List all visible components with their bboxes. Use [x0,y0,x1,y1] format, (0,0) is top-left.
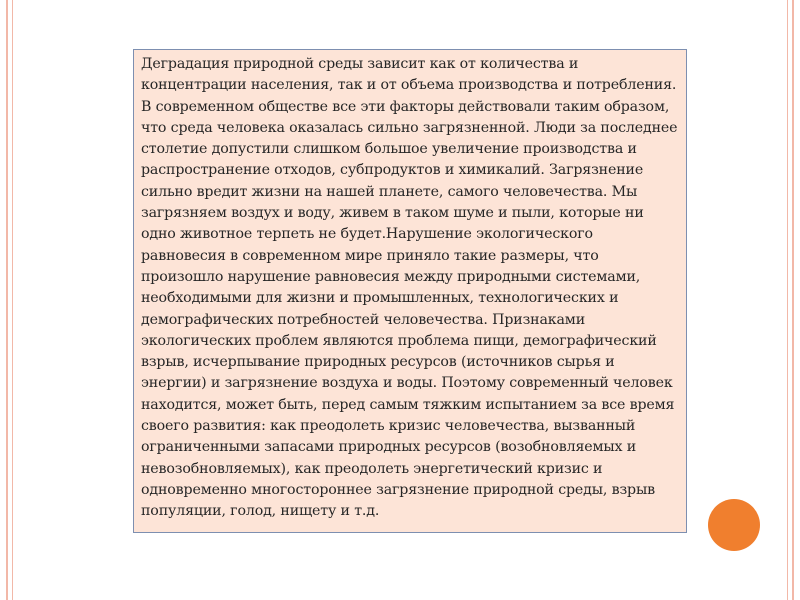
text-box [133,49,687,533]
body-text: Деградация природной среды зависит как от количества и концентрации населения, так и от объема производства и потребления. В современном обществе все эти факторы действовали таким образом, что среда человека оказалась сильно загрязненной. Люди за последнее столетие допустили слишком большое увеличение производства и распространение отходов, субпродуктов и химикалий. Загрязнение сильно вредит жизни на нашей планете, самого человечества. Мы загрязняем воздух и воду, живем в таком шуме и пыли, которые ни одно животное терпеть не будет.Нарушение экологического равновесия в современном мире приняло такие размеры, что произошло нарушение равновесия между природными системами, необходимыми для жизни и промышленных, технологических и демографических потребностей человечества. Признаками экологических проблем являются проблема пищи, демографический взрыв, исчерпывание природных ресурсов (источников сырья и энергии) и загрязнение воздуха и воды. Поэтому современный человек находится, может быть, перед самым тяжким испытанием за все время своего развития: как преодолеть кризис человечества, вызванный ограниченными запасами природных ресурсов (возобновляемых и невозобновляемых), как преодолеть энергетический кризис и одновременно многостороннее загрязнение природной среды, взрыв популяции, голод, нищету и т.д. [141,56,678,520]
frame-line-right-inner [787,0,788,600]
orange-circle-decoration [708,499,760,551]
frame-line-right-outer [792,0,794,600]
frame-line-left-inner [12,0,13,600]
frame-line-left-outer [6,0,8,600]
